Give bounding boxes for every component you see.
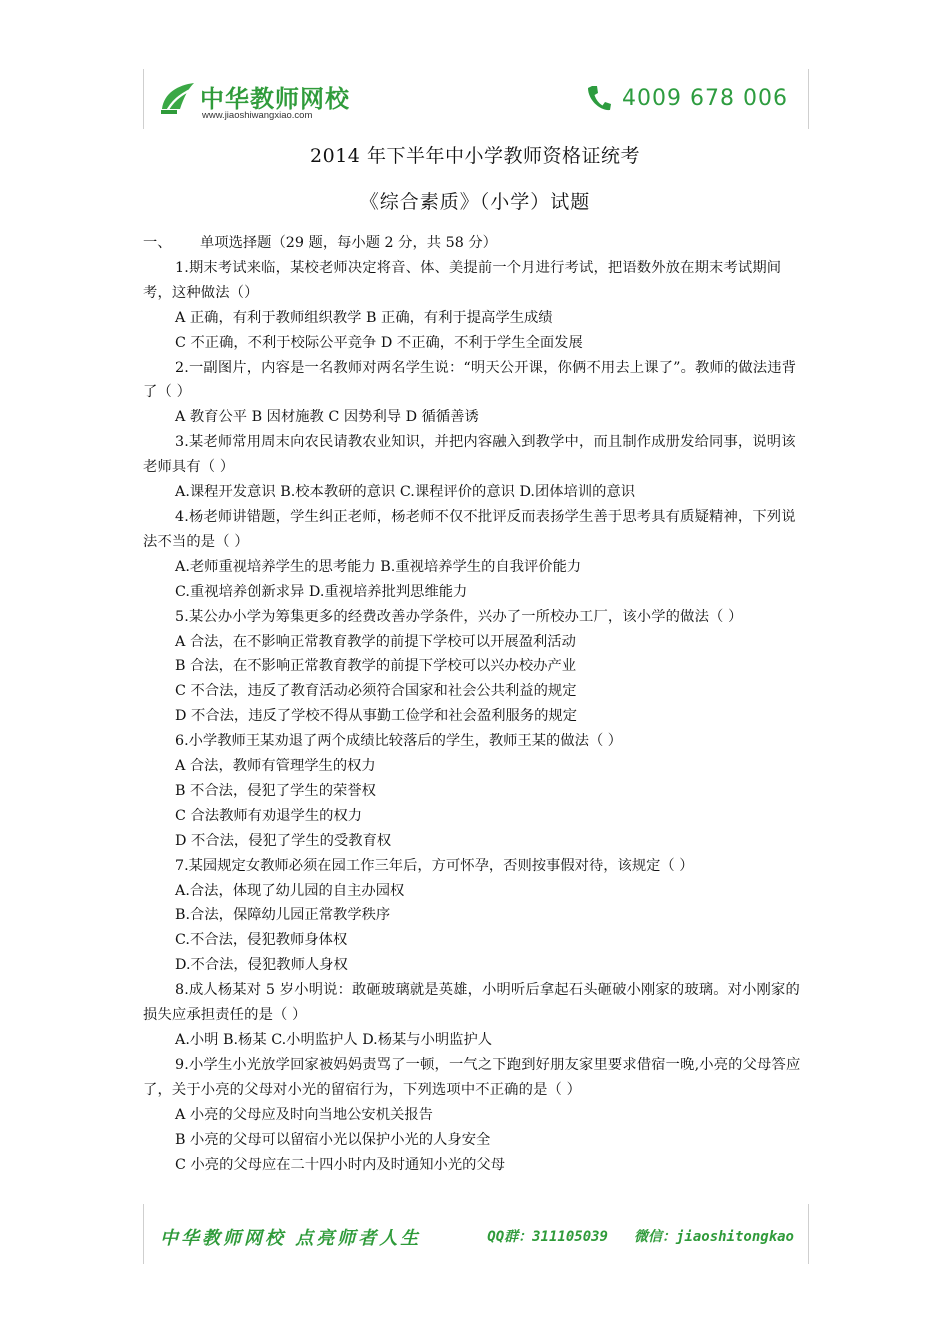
phone-icon <box>586 84 612 112</box>
question-list <box>143 231 810 1177</box>
document-subtitle: 《综合素质》（小学）试题 <box>359 191 591 213</box>
logo-url: www.jiaoshiwangxiao.com <box>202 110 313 121</box>
question-line: A.老师重视培养学生的思考能力 B.重视培养学生的自我评价能力 <box>175 558 582 575</box>
question-line: 7.某园规定女教师必须在园工作三年后，方可怀孕，否则按事假对待，该规定（ ） <box>175 857 694 874</box>
section-number: 一、 <box>143 235 172 251</box>
question-line: C 不正确，不利于校际公平竞争 D 不正确，不利于学生全面发展 <box>175 334 583 351</box>
question-line: B 小亮的父母可以留宿小光以保护小光的人身安全 <box>175 1131 491 1148</box>
question-stem: 4.杨老师讲错题，学生纠正老师，杨老师不仅不批评反而表扬学生善于思考具有质疑精神，下列说法不当的是（ ） <box>143 508 796 550</box>
question-line: C.不合法，侵犯教师身体权 <box>175 932 348 949</box>
question-line: A 合法，在不影响正常教育教学的前提下学校可以开展盈利活动 <box>175 633 576 650</box>
page-footer <box>143 1204 809 1264</box>
phone-number: 4009 678 006 <box>622 85 788 111</box>
question-stem: 9.小学生小光放学回家被妈妈责骂了一顿，一气之下跑到好朋友家里要求借宿一晚,小亮的父母答应了，关于小亮的父母对小光的留宿行为，下列选项中不正确的是（ ） <box>143 1056 801 1098</box>
brand-logo[interactable] <box>158 77 378 125</box>
question-line: B 不合法，侵犯了学生的荣誉权 <box>175 782 376 799</box>
footer-contact <box>483 1226 794 1246</box>
logo-name: 中华教师网校 <box>200 85 350 113</box>
question-line: C 小亮的父母应在二十四小时内及时通知小光的父母 <box>175 1156 506 1173</box>
question-line: A.小明 B.杨某 C.小明监护人 D.杨某与小明监护人 <box>175 1032 493 1048</box>
question-line: A 教育公平 B 因材施教 C 因势利导 D 循循善诱 <box>175 409 479 426</box>
qq-group: QQ群：311105039 <box>487 1229 608 1245</box>
question-stem: 1.期末考试来临，某校老师决定将音、体、美提前一个月进行考试，把语数外放在期末考试期间考，这种做法（） <box>143 259 782 301</box>
page-header <box>143 69 809 129</box>
section-heading <box>143 231 810 256</box>
question-line: D 不合法，违反了学校不得从事勤工俭学和社会盈利服务的规定 <box>175 708 578 725</box>
leaf-logo-icon <box>158 79 198 119</box>
question-line: B.合法，保障幼儿园正常教学秩序 <box>175 907 391 924</box>
question-line: D 不合法，侵犯了学生的受教育权 <box>175 832 392 849</box>
question-stem: 5.某公办小学为筹集更多的经费改善办学条件，兴办了一所校办工厂，该小学的做法（ ） <box>175 608 743 625</box>
section-heading-text: 单项选择题（29 题，每小题 2 分，共 58 分） <box>200 235 497 251</box>
question-line: A 小亮的父母应及时向当地公安机关报告 <box>175 1106 433 1123</box>
question-line: C 不合法，违反了教育活动必须符合国家和社会公共利益的规定 <box>175 683 577 700</box>
question-line: C 合法教师有劝退学生的权力 <box>175 807 363 824</box>
question-line: 6.小学教师王某劝退了两个成绩比较落后的学生，教师王某的做法（ ） <box>175 733 623 750</box>
wechat-id: 微信：jiaoshitongkao <box>633 1229 794 1245</box>
footer-slogan: 中华教师网校 点亮师者人生 <box>160 1228 422 1249</box>
question-line: C.重视培养创新求异 D.重视培养批判思维能力 <box>175 583 468 600</box>
question-stem: 3.某老师常用周末向农民请教农业知识，并把内容融入到教学中，而且制作成册发给同事，说明该老师具有（ ） <box>143 434 796 476</box>
question-line: A 合法，教师有管理学生的权力 <box>175 758 376 775</box>
question-line: A.合法，体现了幼儿园的自主办园权 <box>175 882 405 899</box>
question-stem: 2.一副图片，内容是一名教师对两名学生说：“明天公开课，你俩不用去上课了”。教师的做法违背了（ ） <box>143 359 797 401</box>
question-stem: 8.成人杨某对 5 岁小明说：敢砸玻璃就是英雄，小明听后拿起石头砸破小刚家的玻璃。对小刚家的损失应承担责任的是（ ） <box>143 982 800 1024</box>
question-line: B 合法，在不影响正常教育教学的前提下学校可以兴办校办产业 <box>175 658 577 675</box>
question-line: A.课程开发意识 B.校本教研的意识 C.课程评价的意识 D.团体培训的意识 <box>175 484 636 501</box>
phone-contact <box>586 81 788 115</box>
document-title: 2014 年下半年中小学教师资格证统考 <box>310 145 640 167</box>
question-line: D.不合法，侵犯教师人身权 <box>175 957 348 974</box>
question-line: A 正确，有利于教师组织教学 B 正确，有利于提高学生成绩 <box>175 309 553 326</box>
